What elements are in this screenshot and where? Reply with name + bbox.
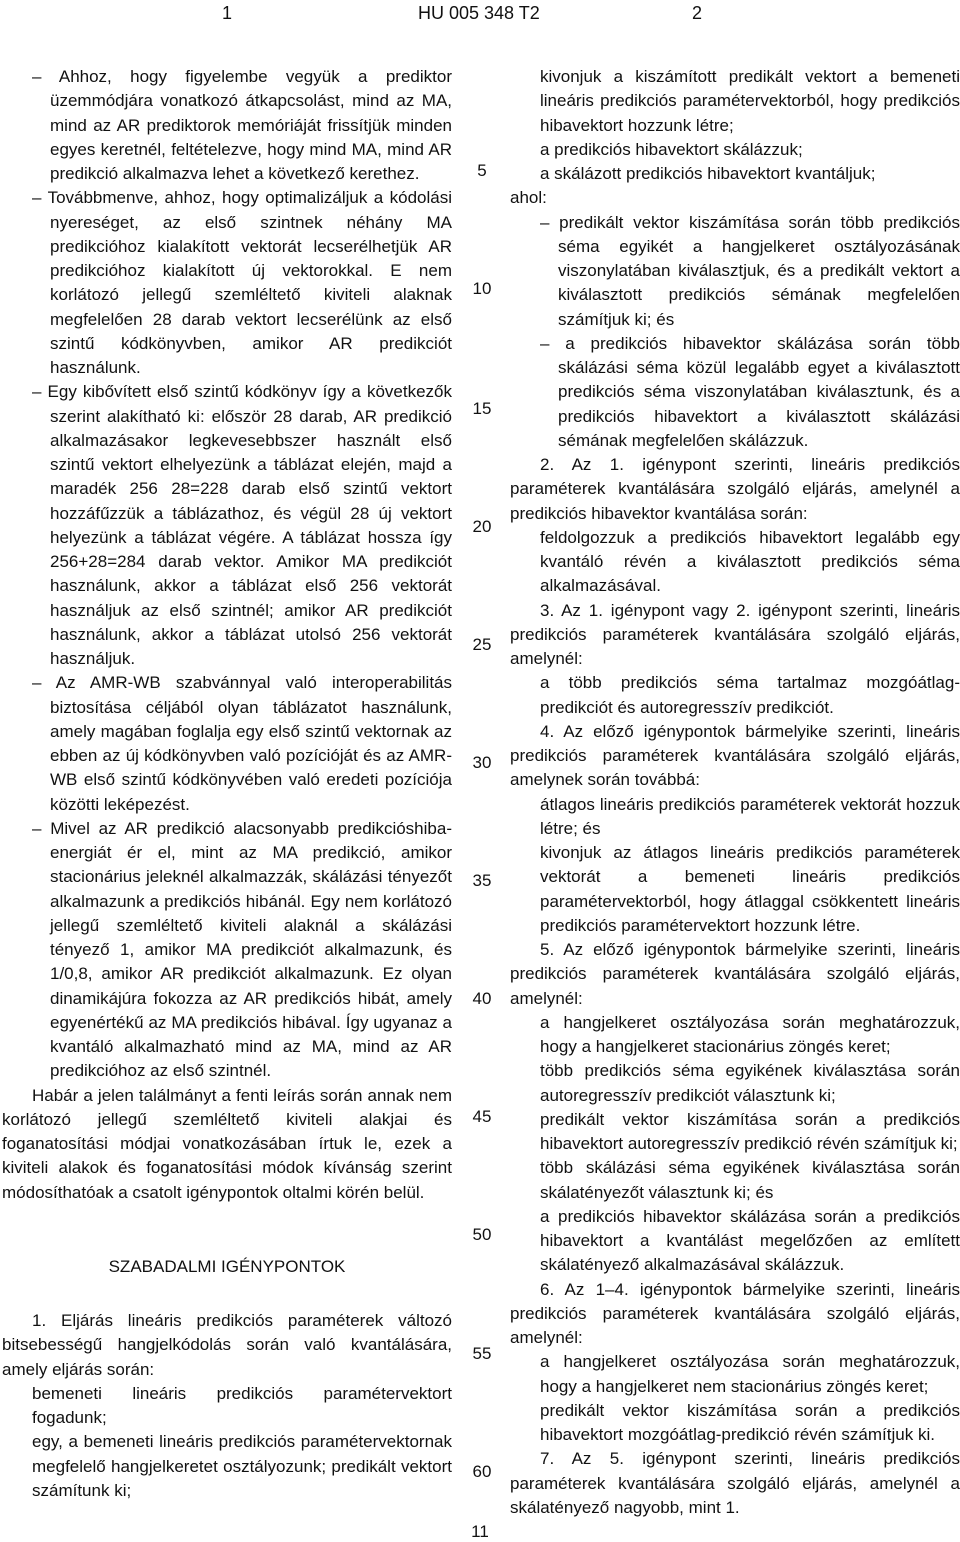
claim-step: több predikciós séma egyikének kiválasztása során autoregresszív predikciót választunk ki; <box>540 1061 960 1105</box>
claim-5: 5. Az előző igénypontok bármelyike szerinti, lineáris predikciós paraméterek kvantálására szolgáló eljárás, amelynél: <box>510 940 960 1008</box>
claim-step: a skálázott predikciós hibavektort kvantáljuk; <box>540 164 876 183</box>
header-page-left: 1 <box>222 3 233 23</box>
line-number: 60 <box>472 1462 492 1481</box>
header-patent-number: HU 005 348 T2 <box>418 3 540 23</box>
left-column <box>2 65 452 1503</box>
claim-step: egy, a bemeneti lineáris predikciós paramétervektornak megfelelő hangjelkeretet osztályozunk; predikált vektort számítunk ki; <box>32 1432 452 1500</box>
paragraph: – Továbbmenve, ahhoz, hogy optimalizáljuk a kódolási nyereséget, az első szintnek néhány MA predikcióhoz kialakított vektorát lecserélhetjük AR predikcióhoz kialakított új vektorokkal. E nem korlátozó jellegű szemléltető kiviteli alaknak megfelelően 28 darab vektort lecserélünk az első szintű kódkönyvben, amikor AR predikciót használunk. <box>32 188 452 377</box>
claim-step: – a predikciós hibavektor skálázása során több skálázási séma közül legalább egyet a kiválasztott predikciós séma viszonylatában kiválasztunk, és a predikciós hibavektort a kiválasztott skálázási sémának megfelelően skálázzuk. <box>540 333 960 450</box>
line-number: 15 <box>472 399 492 418</box>
claim-step: több skálázási séma egyikének kiválasztása során skálatényezőt választunk ki; és <box>540 1158 960 1202</box>
claim-step: kivonjuk az átlagos lineáris predikciós paraméterek vektorát a bemeneti lineáris predikciós paramétervektorból, hogy átlaggal csökkentett lineáris predikciós paramétervektort hozzunk létre. <box>540 843 960 935</box>
header-page-right: 2 <box>692 3 703 23</box>
claim-step: kivonjuk a kiszámított predikált vektort a bemeneti lineáris predikciós paramétervektorból, hogy predikciós hibavektort hozzunk létre; <box>540 67 960 135</box>
line-number: 25 <box>472 635 492 654</box>
paragraph: – Mivel az AR predikció alacsonyabb predikcióshiba-energiát ér el, mint az MA predikció, amikor stacionárius jeleknél alkalmazzák, skálázási tényezőt alkalmazunk a predikciós hibánál. Egy nem korlátozó jellegű szemléltető kiviteli alaknál a skálázási tényező 1, amikor MA predikciót alkalmazunk, és 1/0,8, amikor AR predikciót alkalmazunk. Ez olyan dinamikájúra fokozza az AR predikciós hibát, amely egyenértékű az MA predikciós hibával. Így ugyanaz a kvantáló alkalmazható mind az MA, mind az AR predikcióhoz az első szintnél. <box>32 818 452 1081</box>
line-number: 45 <box>472 1107 492 1126</box>
line-number: 50 <box>472 1225 492 1244</box>
claim-step: a hangjelkeret osztályozása során meghatározzuk, hogy a hangjelkeret stacionárius zöngés keret; <box>540 1012 960 1056</box>
line-number: 30 <box>472 753 492 772</box>
claim-7: 7. Az 5. igénypont szerinti, lineáris predikciós paraméterek kvantálására szolgáló eljárás, amelynél a skálatényező nagyobb, mint 1. <box>510 1449 960 1517</box>
line-number: 40 <box>472 989 492 1008</box>
page-number: 11 <box>471 1522 489 1541</box>
claim-text: ahol: <box>510 188 547 208</box>
paragraph: – Egy kibővített első szintű kódkönyv így a következők szerint alakítható ki: először 28 darab, AR predikció alkalmazásakor legkevesebbszer használt első szintű vektort elhelyezünk a táblázat elején, majd a maradék 256 28=228 darab első szintű vektort hozzáfűzzük a táblázathoz, és végül 28 új vektort helyezünk a táblázat végére. A táblázat hossza így 256+28=284 darab vektor. Amikor MA predikciót használunk, akkor a táblázat első 256 vektorát használjuk az első szintnél; amikor AR predikciót használunk, akkor a táblázat utolsó 256 vektorát használjuk. <box>32 382 452 668</box>
claim-6: 6. Az 1–4. igénypontok bármelyike szerinti, lineáris predikciós paraméterek kvantálására szolgáló eljárás, amelynél: <box>510 1279 960 1347</box>
claims-heading: SZABADALMI IGÉNYPONTOK <box>108 1256 346 1276</box>
right-column <box>510 65 960 1520</box>
claim-step: – predikált vektor kiszámítása során több predikciós séma egyikét a hangjelkeret osztályozásának viszonylatában kiválasztjuk, és a predikált vektort a kiválasztott predikciós sémának megfelelően számítjuk ki; és <box>540 212 960 329</box>
claim-3: 3. Az 1. igénypont vagy 2. igénypont szerinti, lineáris predikciós paraméterek kvantálására szolgáló eljárás, amelynél: <box>510 600 960 668</box>
paragraph: Habár a jelen találmányt a fenti leírás során annak nem korlátozó jellegű szemléltető kiviteli alakjai és foganatosítási módjai vonatkozásában írtuk le, ezek a kiviteli alakok és foganatosítási módok kívánság szerint módosíthatóak a csatolt igénypontok oltalmi körén belül. <box>2 1085 452 1202</box>
claim-step: predikált vektor kiszámítása során a predikciós hibavektort autoregresszív predikció révén számítjuk ki; <box>540 1109 960 1153</box>
claim-step: a hangjelkeret osztályozása során meghatározzuk, hogy a hangjelkeret nem stacionárius zöngés keret; <box>540 1352 960 1396</box>
claim-4: 4. Az előző igénypontok bármelyike szerinti, lineáris predikciós paraméterek kvantálására szolgáló eljárás, amelynek során továbbá: <box>510 721 960 790</box>
line-number: 5 <box>477 161 487 180</box>
line-number: 10 <box>472 279 492 298</box>
claim-step: feldolgozzuk a predikciós hibavektort legalább egy kvantáló révén a kiválasztott predikciós séma alkalmazásával. <box>540 527 960 596</box>
line-number: 55 <box>472 1344 492 1363</box>
claim-step: bemeneti lineáris predikciós paramétervektort fogadunk; <box>32 1383 452 1427</box>
line-number: 20 <box>472 517 492 536</box>
claim-1: 1. Eljárás lineáris predikciós paraméterek változó bitsebességű hangjelkódolás során való kvantálására, amely eljárás során: <box>2 1311 452 1379</box>
line-number: 35 <box>472 871 492 890</box>
claim-step: átlagos lineáris predikciós paraméterek vektorát hozzuk létre; és <box>540 794 960 838</box>
claim-2: 2. Az 1. igénypont szerinti, lineáris predikciós paraméterek kvantálására szolgáló eljárás, amelynél a predikciós hibavektor kvantálása során: <box>510 455 960 523</box>
claim-step: a több predikciós séma tartalmaz mozgóátlag-predikciót és autoregresszív predikciót. <box>540 673 960 717</box>
claim-step: predikált vektor kiszámítása során a predikciós hibavektort mozgóátlag-predikció révén számítjuk ki. <box>540 1400 960 1444</box>
paragraph: – Az AMR-WB szabvánnyal való interoperabilitás biztosítása céljából olyan táblázatot használunk, amely magában foglalja egy első szintű vektornak az ebben az új kódkönyvben való pozícióját és az AMR-WB első szintű kódkönyvében való eredeti pozíciója közötti leképezést. <box>32 673 452 814</box>
claim-step: a predikciós hibavektor skálázása során a predikciós hibavektort a kvantálást megelőzően az említett skálatényező alkalmazásával skálázzuk. <box>540 1206 960 1275</box>
paragraph: – Ahhoz, hogy figyelembe vegyük a prediktor üzemmódjára vonatkozó átkapcsolást, mind az MA, mind az AR prediktorok memóriáját frissítjük minden egyes keretnél, feltételezve, hogy mind MA, mind AR predikció alkalmazva lehet a következő kerethez. <box>32 67 452 183</box>
claim-step: a predikciós hibavektort skálázzuk; <box>540 139 803 159</box>
